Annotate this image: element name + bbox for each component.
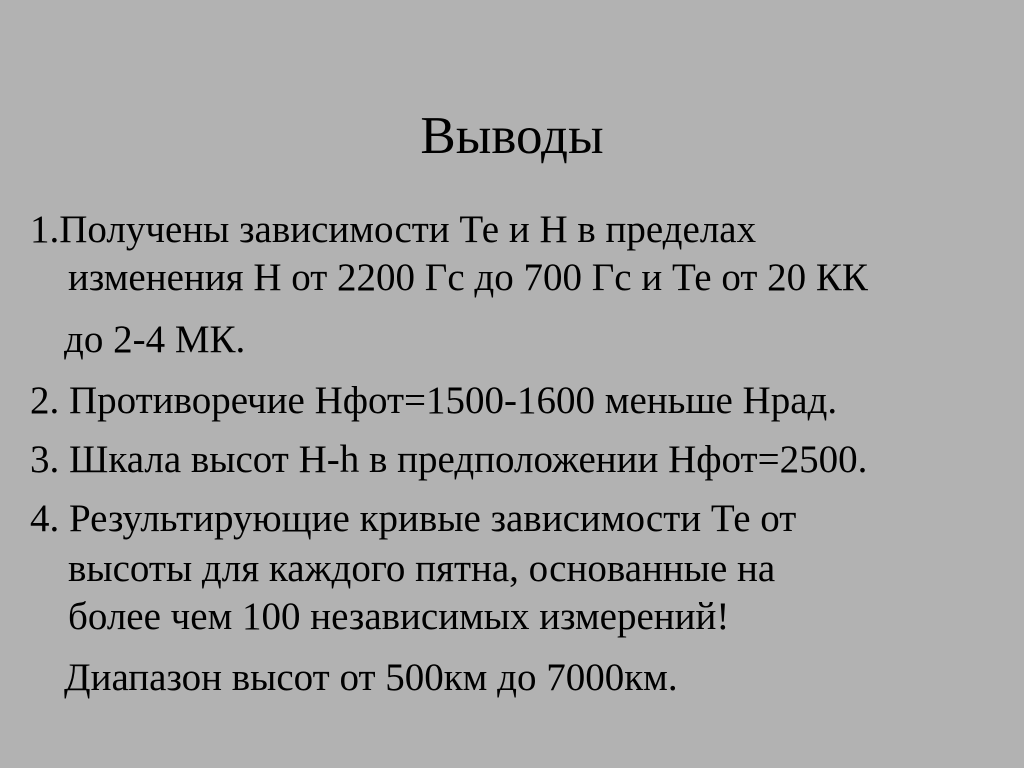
slide-title: Выводы [420, 107, 604, 165]
conclusion-1-line-3: до 2-4 МК. [64, 318, 246, 361]
conclusion-4-line-2: высоты для каждого пятна, основанные на [68, 547, 776, 590]
conclusion-4-line-3: более чем 100 независимых измерений! [68, 595, 730, 638]
conclusion-4-line-1: 4. Результирующие кривые зависимости Те от [30, 497, 797, 540]
conclusion-1-line-2: изменения Н от 2200 Гс до 700 Гс и Те от 20 КК [68, 256, 868, 299]
conclusion-2: 2. Противоречие Нфот=1500-1600 меньше Нрад. [30, 379, 838, 422]
conclusion-1-line-1: 1.Получены зависимости Те и Н в пределах [30, 208, 757, 251]
conclusion-3: 3. Шкала высот Н-h в предположении Нфот=2500. [30, 438, 868, 481]
conclusion-4-line-4: Диапазон высот от 500км до 7000км. [64, 656, 678, 699]
